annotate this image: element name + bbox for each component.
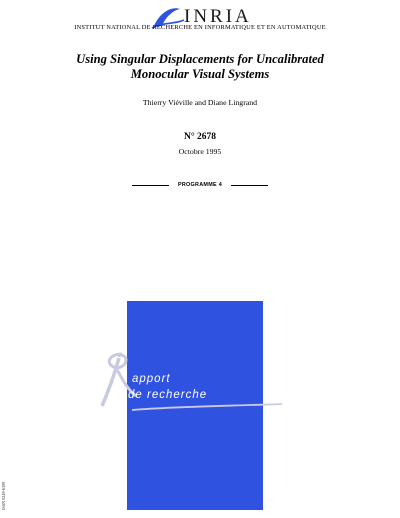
issn-label: [1, 470, 9, 510]
logo-wordmark: INRIA: [184, 6, 252, 27]
programme-label: PROGRAMME 4: [177, 182, 223, 188]
issn-text: ISSN 0249-6399: [1, 481, 6, 510]
report-date: Octobre 1995: [178, 147, 222, 156]
institute-name: INSTITUT NATIONAL DE RECHERCHE EN INFORMATIQUE ET EN AUTOMATIQUE: [74, 24, 326, 31]
rapport-de-recherche-graphic: [92, 348, 292, 418]
programme-rule-right: [231, 185, 268, 186]
authors: Thierry Viéville and Diane Lingrand: [142, 98, 258, 107]
report-title: [20, 52, 380, 82]
rapport-swoosh-icon: [92, 348, 292, 418]
report-number: N° 2678: [183, 132, 217, 142]
series-line-1: apport: [132, 373, 171, 385]
programme-row: [132, 180, 268, 190]
programme-rule-left: [132, 185, 169, 186]
title-line-1: Using Singular Displacements for Uncalibrated: [76, 52, 324, 66]
title-line-2: Monocular Visual Systems: [130, 67, 270, 81]
series-line-2: de recherche: [128, 389, 208, 401]
